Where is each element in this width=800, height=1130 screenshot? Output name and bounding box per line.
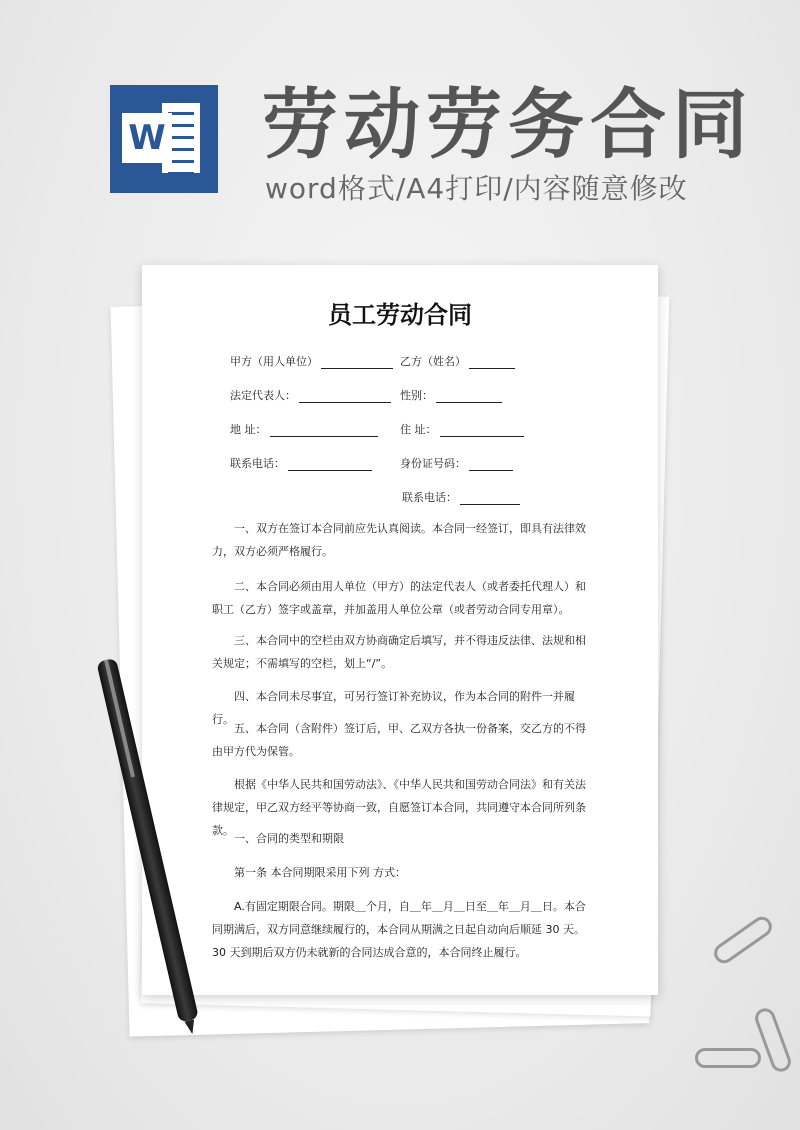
section-heading: 一、合同的类型和期限	[234, 832, 344, 845]
legal-rep-label: 法定代表人：	[230, 389, 296, 402]
page-subtitle: word格式/A4打印/内容随意修改	[265, 172, 688, 205]
id-number-field[interactable]	[400, 455, 513, 471]
clause-paragraph: A.有固定期限合同。期限＿个月，自＿年＿月＿日至＿年＿月＿日。本合同期满后，双方同意继续履行的，本合同从期满之日起自动向后顺延 30 天。30 天到期后双方仍未就新的合同达成合意的，本合同终止履行。	[212, 900, 586, 959]
gender-label: 性别：	[400, 389, 433, 402]
party-a-label: 甲方（用人单位）	[230, 355, 318, 368]
address-a-field[interactable]	[230, 421, 378, 437]
party-b-field[interactable]	[400, 353, 515, 369]
party-a-field[interactable]	[230, 353, 393, 369]
gender-field[interactable]	[400, 387, 502, 403]
paperclip-icon	[695, 1048, 761, 1068]
clause-paragraph: 二、本合同必须由用人单位（甲方）的法定代表人（或者委托代理人）和职工（乙方）签字或盖章，并加盖用人单位公章（或者劳动合同专用章）。	[212, 580, 586, 616]
phone-b-field[interactable]	[402, 489, 520, 505]
clause-paragraph: 一、双方在签订本合同前应先认真阅读。本合同一经签订，即具有法律效力，双方必须严格履行。	[212, 522, 586, 558]
clause-paragraph: 根据《中华人民共和国劳动法》、《中华人民共和国劳动合同法》和有关法律规定，甲乙双方经平等协商一致，自愿签订本合同，共同遵守本合同所列条款。	[212, 778, 586, 837]
clause-paragraph: 三、本合同中的空栏由双方协商确定后填写，并不得违反法律、法规和相关规定；不需填写的空栏，划上“/”。	[212, 634, 586, 670]
word-logo-icon	[110, 85, 218, 193]
party-b-label: 乙方（姓名）	[400, 355, 466, 368]
address-b-field[interactable]	[400, 421, 524, 437]
legal-rep-field[interactable]	[230, 387, 391, 403]
clause-paragraph: 第一条 本合同期限采用下列 方式：	[234, 866, 406, 879]
address-b-label: 住 址：	[400, 423, 437, 436]
phone-b-label: 联系电话：	[402, 491, 457, 504]
page-title: 劳动劳务合同	[262, 80, 754, 169]
contract-title: 员工劳动合同	[328, 301, 472, 329]
phone-a-label: 联系电话：	[230, 457, 285, 470]
id-number-label: 身份证号码：	[400, 457, 466, 470]
clause-paragraph: 五、本合同（含附件）签订后，甲、乙双方各执一份备案，交乙方的不得由甲方代为保管。	[212, 722, 586, 758]
phone-a-field[interactable]	[230, 455, 372, 471]
clause-paragraph: 四、本合同未尽事宜，可另行签订补充协议，作为本合同的附件一并履行。	[212, 690, 575, 726]
contract-page	[142, 265, 658, 995]
word-letter: W	[122, 113, 172, 163]
address-a-label: 地 址：	[230, 423, 267, 436]
